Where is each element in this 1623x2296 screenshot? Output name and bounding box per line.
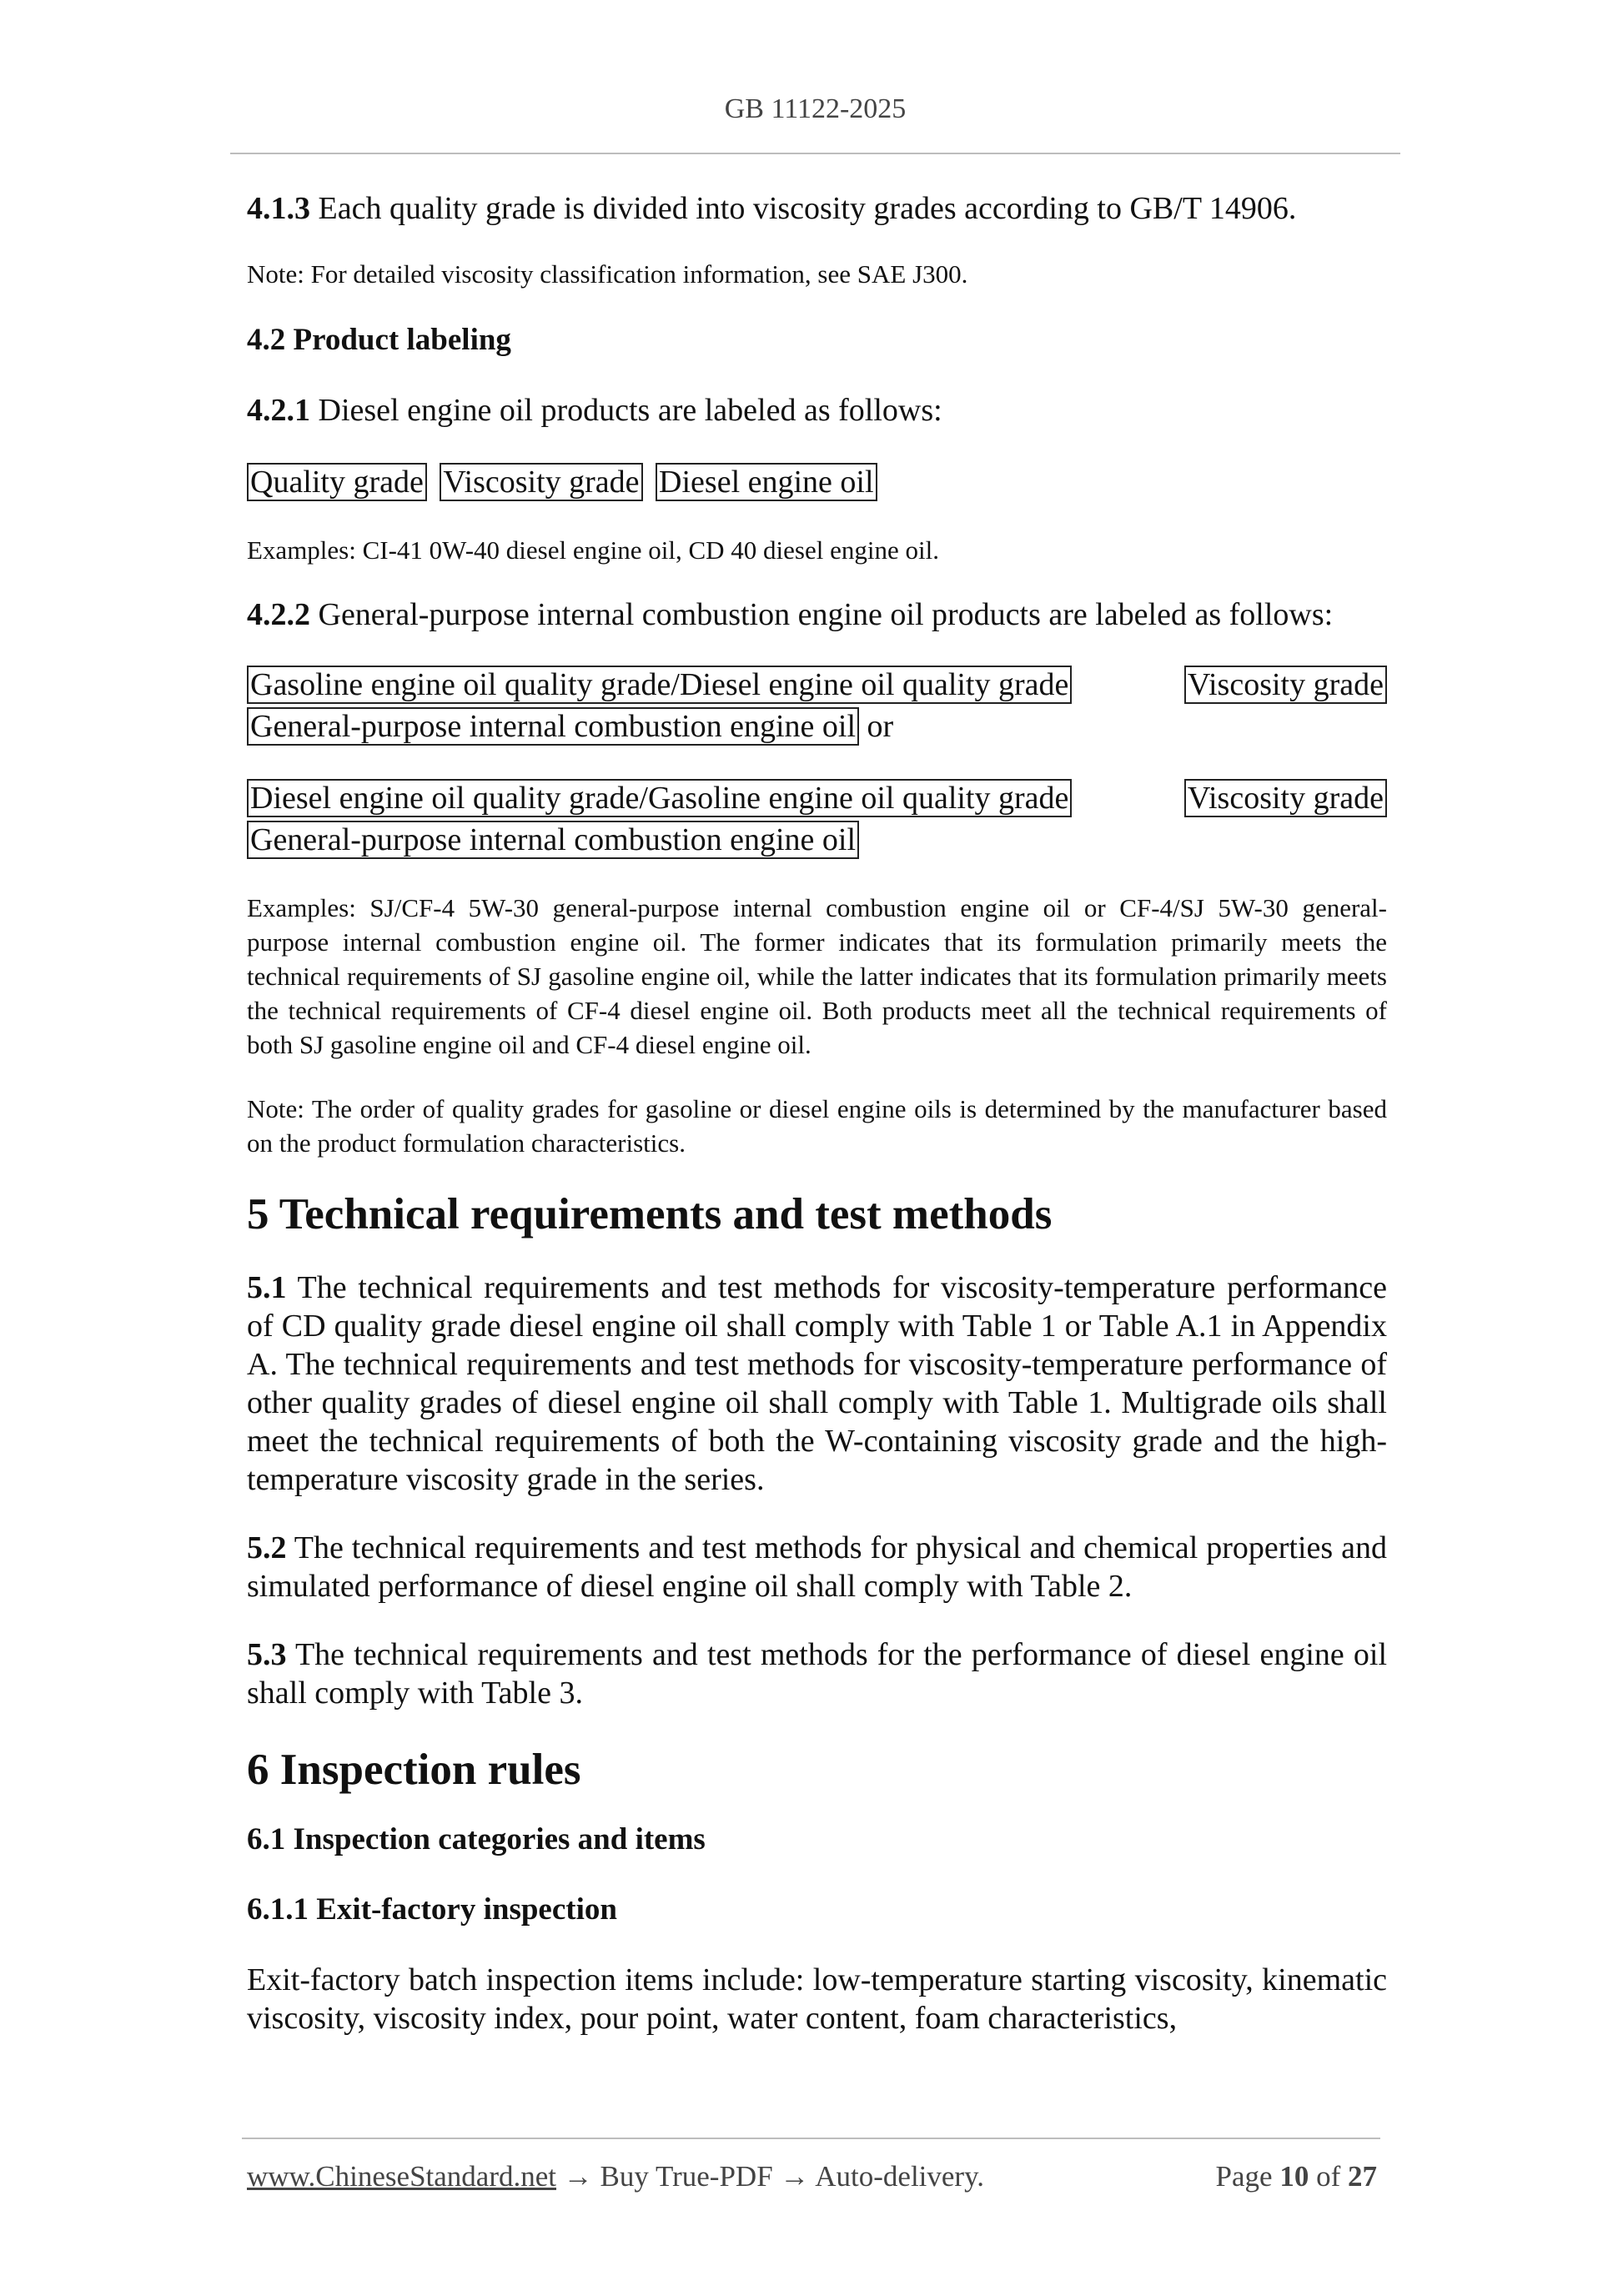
page-counter: [1216, 2160, 1377, 2193]
clause-text: The technical requirements and test methods for physical and chemical properties and simulated performance of diesel engine oil shall comply with Table 2.: [247, 1530, 1387, 1604]
header-divider: [230, 153, 1400, 154]
label-row: [247, 707, 1387, 746]
total-pages-number: 27: [1348, 2160, 1377, 2193]
footer-divider: [242, 2138, 1380, 2139]
label-box-viscosity-grade: Viscosity grade: [440, 463, 642, 501]
general-label-format-2: [247, 779, 1387, 859]
page-label: Page: [1215, 2160, 1273, 2193]
clause-text: Each quality grade is divided into viscosity grades according to GB/T 14906.: [310, 191, 1297, 226]
label-box-grade-diesel-gasoline: Diesel engine oil quality grade/Gasoline engine oil quality grade: [247, 779, 1072, 817]
buy-true-pdf-text: Buy True-PDF: [600, 2160, 773, 2193]
label-box-diesel-engine-oil: Diesel engine oil: [656, 463, 877, 501]
clause-number: 5.3: [247, 1637, 287, 1672]
heading-section-5: 5 Technical requirements and test methods: [247, 1190, 1053, 1238]
label-box-quality-grade: Quality grade: [247, 463, 427, 501]
heading-4-2: 4.2 Product labeling: [247, 323, 511, 357]
label-box-general-purpose-oil: General-purpose internal combustion engine oil: [247, 707, 859, 746]
para-4-2-2: [247, 595, 1387, 634]
label-conjunction: or: [859, 709, 894, 744]
diesel-label-format: [247, 463, 1387, 501]
page-header-title: GB 11122-2025: [724, 93, 907, 124]
para-5-2: [247, 1529, 1387, 1605]
clause-number: 5.1: [247, 1270, 287, 1305]
clause-number: 4.1.3: [247, 191, 310, 226]
clause-number: 4.2.2: [247, 597, 310, 632]
label-row: [247, 666, 1387, 704]
para-5-3: [247, 1635, 1387, 1712]
note-4-2-2: Note: The order of quality grades for gasoline or diesel engine oils is determined by the manufacturer based on the product formulation characteristics.: [247, 1094, 1387, 1158]
auto-delivery-text: Auto-delivery.: [815, 2160, 985, 2193]
general-label-format-1: [247, 666, 1387, 746]
clause-text: General-purpose internal combustion engine oil products are labeled as follows:: [310, 597, 1334, 632]
clause-text: The technical requirements and test methods for the performance of diesel engine oil shall comply with Table 3.: [247, 1637, 1387, 1711]
arrow-right-icon: →: [563, 2160, 593, 2193]
para-4-1-3: [247, 189, 1387, 228]
page-content: [247, 185, 1387, 2037]
page-footer: [247, 2160, 1377, 2193]
clause-number: 4.2.1: [247, 393, 310, 428]
para-4-2-1: [247, 391, 1387, 430]
site-link[interactable]: www.ChineseStandard.net: [247, 2160, 556, 2193]
current-page-number: 10: [1279, 2160, 1309, 2193]
note-4-1-3: Note: For detailed viscosity classification information, see SAE J300.: [247, 259, 968, 289]
label-box-viscosity-grade: Viscosity grade: [1184, 666, 1387, 704]
example-4-2-1: Examples: CI-41 0W-40 diesel engine oil, CD 40 diesel engine oil.: [247, 535, 939, 565]
clause-text: The technical requirements and test methods for viscosity-temperature performance of CD quality grade diesel engine oil shall comply with Table 1 or Table A.1 in Appendix A. The technical requirements and test methods for viscosity-temperature performance of other quality grades of diesel engine oil shall comply with Table 1. Multigrade oils shall meet the technical requirements of both the W-containing viscosity grade and the high-temperature viscosity grade in the series.: [247, 1270, 1387, 1497]
label-row: [247, 779, 1387, 817]
para-5-1: [247, 1269, 1387, 1499]
clause-number: 5.2: [247, 1530, 287, 1565]
clause-text: Diesel engine oil products are labeled as follows:: [310, 393, 942, 428]
arrow-right-icon: →: [780, 2160, 810, 2193]
para-6-1-1: Exit-factory batch inspection items include: low-temperature starting viscosity, kinematic viscosity, viscosity index, pour point, water content, foam characteristics,: [247, 1962, 1387, 2036]
footer-links: [247, 2160, 984, 2193]
heading-6-1-1: 6.1.1 Exit-factory inspection: [247, 1892, 617, 1927]
label-row: [247, 821, 1387, 859]
label-box-grade-gasoline-diesel: Gasoline engine oil quality grade/Diesel engine oil quality grade: [247, 666, 1072, 704]
heading-section-6: 6 Inspection rules: [247, 1746, 581, 1794]
heading-6-1: 6.1 Inspection categories and items: [247, 1822, 706, 1856]
label-box-viscosity-grade: Viscosity grade: [1184, 779, 1387, 817]
example-4-2-2: Examples: SJ/CF-4 5W-30 general-purpose internal combustion engine oil or CF-4/SJ 5W-30 general-purpose internal combustion engine oil. The former indicates that its formulation primarily meets the technical requirements of SJ gasoline engine oil, while the latter indicates that its formulation primarily meets the technical requirements of CF-4 diesel engine oil. Both products meet all the technical requirements of both SJ gasoline engine oil and CF-4 diesel engine oil.: [247, 893, 1387, 1059]
label-box-general-purpose-oil: General-purpose internal combustion engine oil: [247, 821, 859, 859]
of-label: of: [1316, 2160, 1341, 2193]
